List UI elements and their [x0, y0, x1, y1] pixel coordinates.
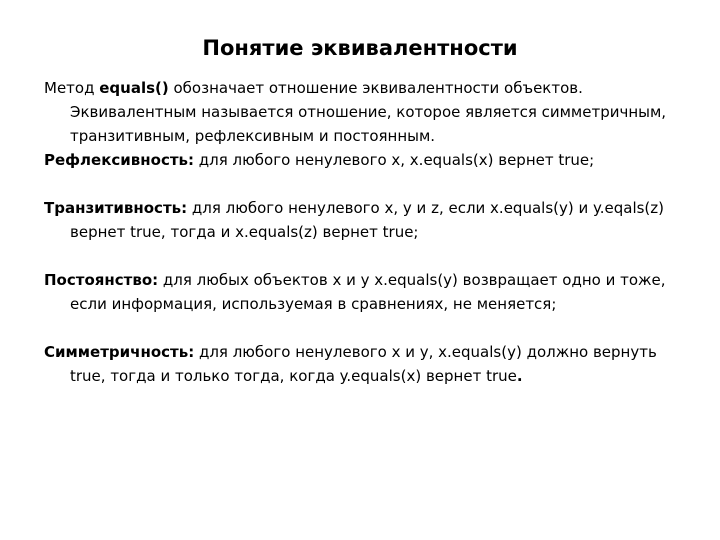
- paragraph-term: Транзитивность:: [44, 199, 188, 217]
- paragraph-consistency: [44, 268, 680, 316]
- spacer: [44, 244, 680, 268]
- paragraph-transitivity: [44, 196, 680, 244]
- paragraph-term: Постоянство:: [44, 271, 159, 289]
- spacer: [44, 172, 680, 196]
- paragraph-text: для любого ненулевого x и y, x.equals(y) должно вернуть true, тогда и только тогда, когда y.equals(x) вернет true: [70, 343, 657, 385]
- paragraph-symmetry: [44, 340, 680, 388]
- spacer: [44, 316, 680, 340]
- paragraph-lead: Метод: [44, 79, 100, 97]
- slide-body: [44, 76, 680, 388]
- paragraph-term: equals(): [99, 79, 169, 97]
- paragraph-term: Рефлексивность:: [44, 151, 195, 169]
- slide-title: Понятие эквивалентности: [202, 36, 518, 60]
- paragraph-equals-method: [44, 76, 680, 148]
- paragraph-text: для любого ненулевого x, y и z, если x.equals(y) и y.eqals(z) вернет true, тогда и x.equals(z) вернет true;: [70, 199, 665, 241]
- paragraph-text: для любого ненулевого x, x.equals(x) вернет true;: [194, 151, 595, 169]
- paragraph-term: Симметричность:: [44, 343, 195, 361]
- paragraph-text: обозначает отношение эквивалентности объектов. Эквивалентным называется отношение, которое является симметричным, транзитивным, рефлексивным и постоянным.: [70, 79, 667, 145]
- paragraph-tail: .: [516, 367, 523, 385]
- paragraph-reflexivity: [44, 148, 680, 172]
- paragraph-text: для любых объектов x и y x.equals(y) возвращает одно и тоже, если информация, используемая в сравнениях, не меняется;: [70, 271, 666, 313]
